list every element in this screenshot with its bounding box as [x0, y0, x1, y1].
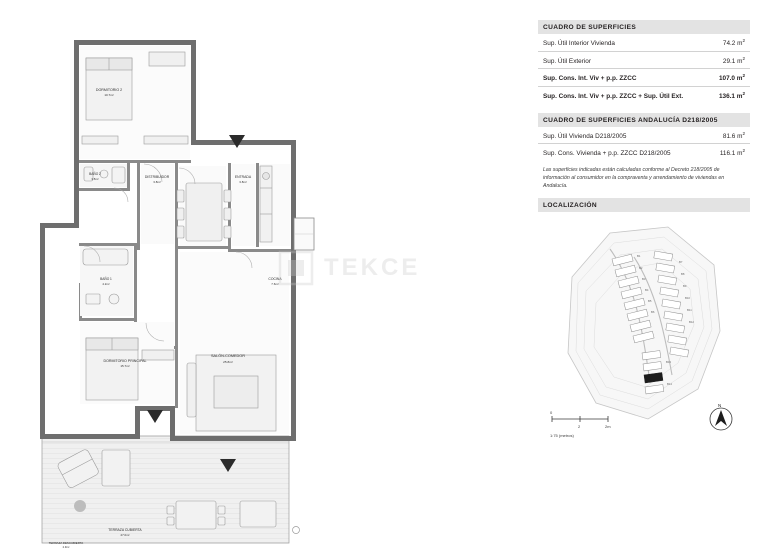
svg-text:DORMITORIO PRINCIPAL: DORMITORIO PRINCIPAL [103, 359, 147, 363]
svg-text:B6: B6 [651, 310, 655, 315]
table-row [538, 127, 750, 144]
svg-text:B1: B1 [637, 254, 641, 259]
svg-text:3.5m²: 3.5m² [91, 177, 99, 181]
surfaces-table [538, 34, 750, 104]
svg-text:DORMITORIO 2: DORMITORIO 2 [95, 88, 123, 92]
furniture-kitchen [260, 166, 272, 242]
north-arrow [710, 403, 732, 430]
svg-text:B5: B5 [648, 299, 652, 304]
andalucia-table [538, 127, 750, 161]
svg-text:N: N [718, 403, 722, 409]
svg-text:2: 2 [578, 424, 581, 430]
svg-text:15.7m²: 15.7m² [120, 364, 130, 368]
localizacion-header: LOCALIZACIÓN [538, 198, 750, 212]
row-value: 29.1 $m^2$ [722, 55, 745, 65]
row-value: 116.1 $m^2$ [719, 148, 745, 158]
andalucia-header: CUADRO DE SUPERFICIES ANDALUCÍA D218/2005 [538, 113, 750, 127]
svg-text:7.6m²: 7.6m² [271, 282, 279, 286]
floor-plan [24, 18, 524, 548]
andalucia-note: Las superficies indicadas están calculadas conforme al Decreto 218/2005 de información al consumidor en la compraventa y arrendamiento de viviendas en Andalucía. [543, 167, 725, 190]
svg-text:B13: B13 [666, 360, 671, 365]
svg-text:B14: B14 [667, 382, 672, 387]
svg-text:27.0m²: 27.0m² [120, 533, 130, 537]
svg-text:2.9m²: 2.9m² [62, 546, 70, 548]
row-value: 107.0 $m^2$ [718, 73, 745, 83]
svg-text:B12: B12 [689, 320, 694, 325]
svg-text:BAÑO 2: BAÑO 2 [89, 172, 101, 176]
row-value: 74.2 $m^2$ [722, 38, 745, 48]
table-row [538, 34, 750, 51]
svg-text:COCINA: COCINA [268, 277, 282, 281]
row-label: Sup. Cons. Vivienda + p.p. ZZCC D218/2005 [543, 150, 671, 158]
svg-text:B4: B4 [645, 288, 649, 293]
info-panel [538, 20, 750, 448]
svg-text:B10: B10 [685, 296, 690, 301]
svg-text:2m: 2m [605, 424, 611, 430]
furniture-living [187, 355, 276, 431]
plan-marker [293, 527, 300, 534]
svg-text:TERRAZA CUBIERTA: TERRAZA CUBIERTA [108, 528, 142, 532]
svg-text:1:75 (metros): 1:75 (metros) [550, 433, 574, 439]
closet-box [294, 218, 314, 250]
row-label: Sup. Útil Interior Vivienda [543, 40, 615, 48]
table-row [538, 87, 750, 104]
svg-text:SALÓN-COMEDOR: SALÓN-COMEDOR [211, 354, 245, 358]
svg-text:4.2m²: 4.2m² [102, 282, 110, 286]
svg-text:0: 0 [550, 410, 553, 416]
row-label: Sup. Útil Exterior [543, 57, 591, 65]
svg-text:ENTRADA: ENTRADA [234, 175, 252, 179]
svg-text:10.7m²: 10.7m² [104, 93, 114, 97]
site-map [538, 213, 750, 448]
svg-text:3.8m²: 3.8m² [153, 180, 161, 184]
row-value: 136.1 $m^2$ [718, 91, 745, 101]
table-row [538, 51, 750, 69]
svg-text:B3: B3 [642, 277, 646, 282]
svg-text:B2: B2 [639, 266, 643, 271]
scale-bar [550, 410, 611, 438]
svg-text:DISTRIBUIDOR: DISTRIBUIDOR [144, 175, 170, 179]
svg-text:B9: B9 [683, 284, 687, 289]
table-row [538, 69, 750, 87]
svg-text:B8: B8 [681, 272, 685, 277]
table-row [538, 144, 750, 161]
svg-text:3.8m²: 3.8m² [239, 180, 247, 184]
svg-text:B11: B11 [687, 308, 692, 313]
row-label: Sup. Cons. Int. Viv + p.p. ZZCC + Sup. Útil Ext. [543, 93, 684, 101]
svg-text:TERRAZA DESCUBIERTA: TERRAZA DESCUBIERTA [48, 541, 84, 545]
surfaces-header: CUADRO DE SUPERFICIES [538, 20, 750, 34]
row-value: 81.6 $m^2$ [722, 130, 745, 140]
svg-text:B7: B7 [679, 260, 683, 265]
svg-text:25.8m²: 25.8m² [223, 360, 233, 364]
row-label: Sup. Útil Vivienda D218/2005 [543, 132, 627, 140]
svg-text:BAÑO 1: BAÑO 1 [100, 277, 112, 281]
watermark-text: TEKCE [324, 254, 421, 281]
row-label: Sup. Cons. Int. Viv + p.p. ZZCC [543, 75, 637, 83]
